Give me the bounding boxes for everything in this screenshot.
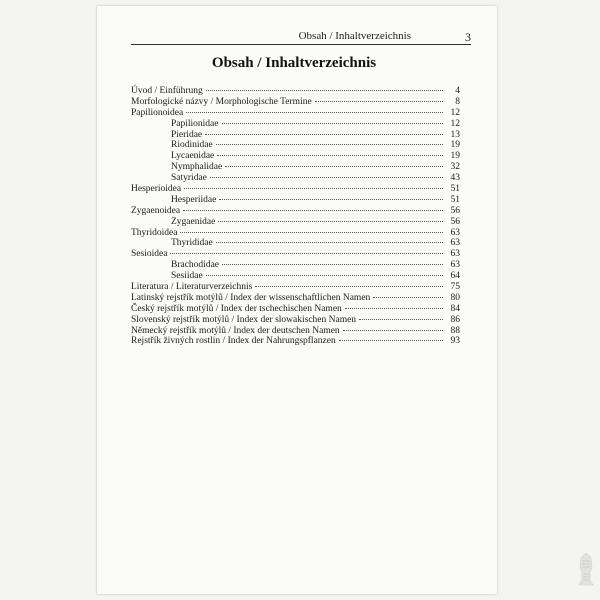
toc-entry-page: 63 — [450, 238, 460, 249]
toc-entry — [131, 336, 460, 347]
toc-entry — [131, 86, 460, 97]
toc-dot-leader — [210, 177, 443, 178]
toc-entry-page: 80 — [450, 292, 460, 303]
toc-entry — [131, 130, 460, 141]
toc-dot-leader — [255, 286, 443, 287]
toc-entry — [131, 151, 460, 162]
toc-entry — [131, 260, 460, 271]
toc-entry-title: Satyridae — [171, 173, 207, 184]
toc-dot-leader — [343, 330, 443, 331]
toc-entry-page: 51 — [450, 194, 460, 205]
toc-entry-page: 8 — [455, 96, 460, 107]
toc-entry-page: 84 — [450, 303, 460, 314]
toc-entry-page: 12 — [450, 107, 460, 118]
toc-entry — [131, 162, 460, 173]
toc-entry-title: Papilionoidea — [131, 107, 184, 118]
toc-dot-leader — [217, 155, 443, 156]
toc-entry-page: 51 — [450, 184, 460, 195]
toc-dot-leader — [225, 166, 443, 167]
toc-entry-title: Český rejstřík motýlů / Index der tschechischen Namen — [131, 303, 342, 314]
toc-entry-page: 75 — [450, 282, 460, 293]
toc-entry-title: Sesioidea — [131, 249, 168, 260]
toc-dot-leader — [373, 297, 443, 298]
toc-entry-page: 13 — [450, 129, 460, 140]
pharaoh-head-icon — [578, 552, 594, 586]
toc-entry — [131, 206, 460, 217]
toc-entry-title: Thyrididae — [171, 238, 213, 249]
toc-entry — [131, 217, 460, 228]
page-number: 3 — [465, 30, 471, 44]
toc-entry-page: 93 — [450, 336, 460, 347]
toc-entry-page: 63 — [450, 227, 460, 238]
toc-entry-page: 19 — [450, 140, 460, 151]
toc-dot-leader — [170, 253, 443, 254]
toc-entry-page: 56 — [450, 216, 460, 227]
toc-dot-leader — [205, 134, 443, 135]
toc-entry-title: Nymphalidae — [171, 162, 223, 173]
toc-entry-title: Sesiidae — [171, 271, 203, 282]
toc-entry-title: Úvod / Einführung — [131, 86, 203, 96]
toc-entry-title: Latinský rejstřík motýlů / Index der wissenschaftlichen Namen — [131, 292, 371, 303]
toc-entry — [131, 97, 460, 108]
toc-entry-title: Brachodidae — [171, 260, 220, 271]
toc-entry — [131, 282, 460, 293]
toc-entry — [131, 173, 460, 184]
toc-dot-leader — [315, 101, 443, 102]
toc-entry-page: 4 — [455, 86, 460, 96]
toc-entry — [131, 293, 460, 304]
toc-entry-page: 63 — [450, 249, 460, 260]
toc-dot-leader — [339, 340, 443, 341]
toc-entry — [131, 228, 460, 239]
toc-dot-leader — [218, 221, 443, 222]
toc-dot-leader — [222, 123, 444, 124]
toc-entry-page: 64 — [450, 271, 460, 282]
toc-entry-title: Riodinidae — [171, 140, 213, 151]
toc-entry-title: Rejstřík živných rostlin / Index der Nahrungspflanzen — [131, 336, 336, 347]
toc-entry — [131, 140, 460, 151]
toc-entry-title: Lycaenidae — [171, 151, 215, 162]
toc-entry-page: 43 — [450, 173, 460, 184]
toc-dot-leader — [183, 210, 443, 211]
header-rule — [131, 44, 471, 45]
table-of-contents — [131, 86, 460, 347]
toc-dot-leader — [206, 90, 443, 91]
toc-dot-leader — [216, 242, 443, 243]
toc-dot-leader — [206, 275, 443, 276]
toc-entry-page: 19 — [450, 151, 460, 162]
toc-entry — [131, 238, 460, 249]
toc-entry-title: Zygaenoidea — [131, 205, 181, 216]
toc-entry-title: Pieridae — [171, 129, 203, 140]
toc-entry-title: Morfologické názvy / Morphologische Termine — [131, 96, 312, 107]
toc-dot-leader — [222, 264, 443, 265]
toc-entry-page: 56 — [450, 205, 460, 216]
toc-dot-leader — [216, 144, 443, 145]
toc-entry — [131, 119, 460, 130]
document-page — [97, 6, 497, 594]
toc-entry-title: Německý rejstřík motýlů / Index der deutschen Namen — [131, 325, 340, 336]
toc-dot-leader — [186, 112, 443, 113]
running-title: Obsah / Inhaltverzeichnis — [298, 30, 411, 42]
toc-entry — [131, 184, 460, 195]
toc-entry-title: Thyridoidea — [131, 227, 178, 238]
toc-entry — [131, 304, 460, 315]
toc-entry — [131, 108, 460, 119]
toc-dot-leader — [180, 232, 443, 233]
toc-entry-page: 63 — [450, 260, 460, 271]
toc-dot-leader — [345, 308, 443, 309]
toc-entry-title: Papilionidae — [171, 118, 219, 129]
toc-entry-page: 86 — [450, 314, 460, 325]
toc-dot-leader — [359, 319, 443, 320]
toc-entry-page: 88 — [450, 325, 460, 336]
toc-entry — [131, 271, 460, 282]
toc-entry-page: 32 — [450, 162, 460, 173]
toc-entry — [131, 326, 460, 337]
toc-dot-leader — [219, 199, 443, 200]
toc-entry-page: 12 — [450, 118, 460, 129]
toc-entry-title: Zygaenidae — [171, 216, 216, 227]
toc-dot-leader — [184, 188, 443, 189]
page-title: Obsah / Inhaltverzeichnis — [211, 55, 377, 71]
toc-entry-title: Slovenský rejstřík motýlů / Index der slowakischen Namen — [131, 314, 357, 325]
toc-entry-title: Hesperiidae — [171, 194, 217, 205]
toc-entry-title: Literatura / Literaturverzeichnis — [131, 282, 253, 293]
toc-entry-title: Hesperioidea — [131, 184, 182, 195]
toc-entry — [131, 249, 460, 260]
toc-entry — [131, 195, 460, 206]
toc-entry — [131, 315, 460, 326]
